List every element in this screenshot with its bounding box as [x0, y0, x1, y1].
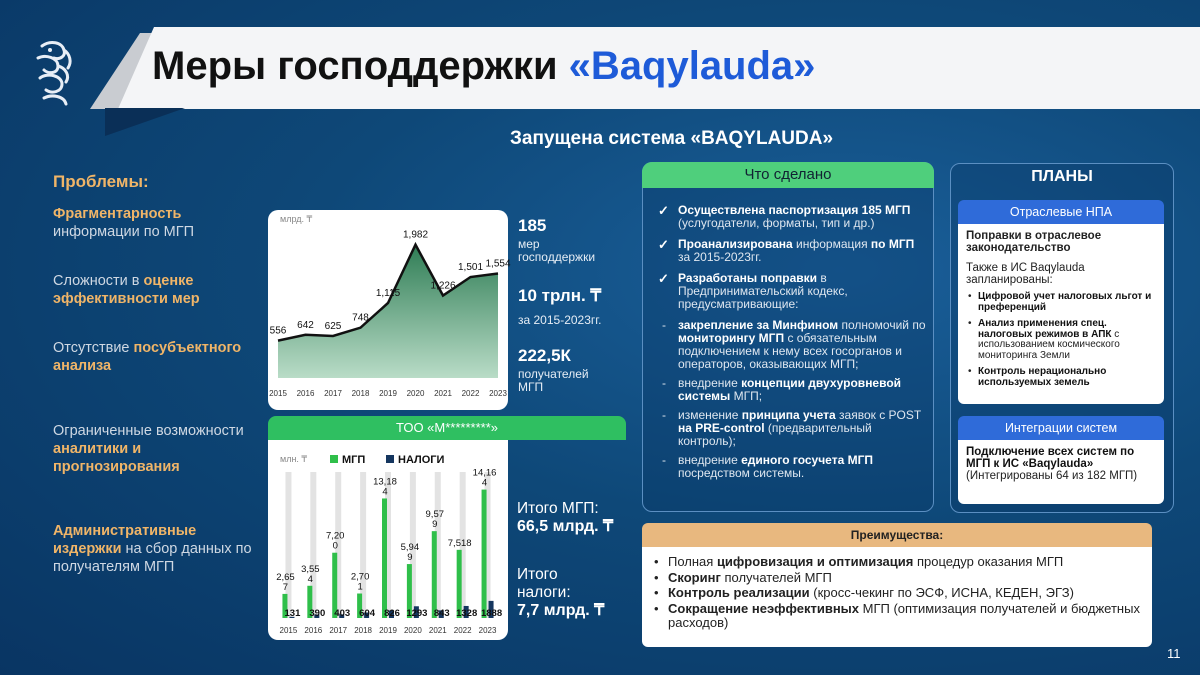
check-icon: ✓ — [658, 203, 669, 218]
integration-bold: Подключение всех систем по МГП к ИС «Baqylauda» — [966, 446, 1135, 470]
done-item — [658, 272, 926, 311]
npa-items — [966, 292, 1156, 388]
advantage-text: получателей МГП — [720, 569, 832, 585]
chart2-x-tick: 2015 — [279, 626, 298, 635]
dash-icon: - — [662, 318, 666, 332]
problem-item — [53, 272, 253, 308]
chart1-unit-label: млрд. ₸ — [280, 214, 313, 224]
company-bar-chart — [268, 440, 508, 640]
problem-text: на сбор данных по получателям МГП — [53, 541, 252, 575]
advantage-item — [652, 586, 1142, 601]
done-sub-bold: принципа учета — [741, 408, 836, 422]
problem-item — [53, 339, 253, 375]
stat-caption: за 2015-2023гг. — [518, 313, 602, 327]
done-sub-bold: концепции двухуровневой системы — [678, 376, 902, 403]
check-icon: ✓ — [658, 271, 669, 286]
dash-icon: - — [662, 408, 666, 422]
mgp-data-label: 2,70 1 — [350, 571, 370, 593]
bullet-icon: • — [968, 318, 972, 329]
advantages-header: Преимущества: — [642, 523, 1152, 547]
total-mgp-label: Итого МГП: — [517, 500, 599, 517]
bullet-icon: • — [654, 569, 659, 585]
legend-label: НАЛОГИ — [398, 454, 445, 466]
done-sub-text: изменение — [678, 408, 742, 422]
advantage-text: процедур оказания МГП — [913, 554, 1064, 569]
mgp-bar — [482, 490, 487, 618]
npa-header: Отраслевые НПА — [958, 200, 1164, 224]
problems-heading: Проблемы: — [53, 172, 149, 191]
problem-text: Отсутствие — [53, 340, 134, 356]
tax-data-label: 1888 — [480, 608, 503, 619]
npa-bold: Поправки в отраслевое законодательство — [966, 230, 1102, 254]
page-title: Меры господдержки «Baqylauda» — [152, 44, 816, 88]
chart1-data-label: 625 — [324, 320, 342, 332]
problem-bold: оценке эффективности мер — [53, 273, 200, 307]
npa-item — [966, 292, 1156, 313]
chart2-x-tick: 2021 — [428, 626, 447, 635]
problem-item — [53, 522, 253, 576]
problem-text: информации по МГП — [53, 224, 195, 240]
tax-data-label: 1293 — [406, 608, 428, 619]
tax-data-label: 131 — [284, 608, 301, 619]
chart1-data-label: 1,115 — [375, 287, 401, 299]
mgp-bar — [432, 531, 437, 618]
problem-item — [53, 422, 253, 476]
chart1-x-tick: 2023 — [489, 389, 507, 398]
total-tax — [517, 566, 604, 620]
chart1-x-tick: 2015 — [269, 389, 287, 398]
done-sub-bold: закрепление за Минфином — [678, 318, 839, 332]
company-header: ТОО «М*********» — [268, 416, 626, 440]
npa-item-bold: Контроль нерационально используемых земель — [978, 366, 1107, 388]
advantage-bold: Сокращение неэффективных — [668, 600, 860, 616]
bar-chart-svg — [268, 440, 508, 640]
advantage-item — [652, 602, 1142, 631]
chart1-data-label: 556 — [269, 325, 287, 337]
mgp-data-label: 14,16 4 — [472, 467, 497, 489]
done-text: (услугодатели, форматы, тип и др.) — [678, 216, 875, 230]
chart1-data-label: 1,226 — [430, 280, 456, 292]
tax-data-label: 604 — [359, 608, 376, 619]
advantage-bold: Контроль реализации — [668, 585, 810, 600]
done-sub-text: внедрение — [678, 376, 742, 390]
bullet-icon: • — [968, 366, 972, 377]
stat-caption: получателей МГП — [518, 367, 589, 394]
integration-header: Интеграции систем — [958, 416, 1164, 440]
done-text: информация — [792, 237, 871, 251]
advantage-item — [652, 555, 1142, 570]
done-sub-text: полномочий по — [838, 318, 926, 332]
support-volume-chart — [268, 210, 511, 410]
done-sub-text: посредством системы. — [678, 466, 805, 480]
advantage-item — [652, 571, 1142, 586]
advantage-bold: цифровизация и оптимизация — [716, 554, 914, 569]
integration-card — [958, 440, 1164, 504]
integration-text: (Интегрированы 64 из 182 МГП) — [966, 470, 1138, 482]
stat-item — [518, 346, 589, 394]
bullet-icon: • — [968, 291, 972, 302]
npa-item — [966, 367, 1156, 388]
npa-item-bold: Цифровой учет налоговых льгот и преференций — [978, 291, 1152, 313]
mgp-data-label: 2,65 7 — [276, 571, 295, 593]
done-sub-text: МГП; — [730, 389, 763, 403]
tax-data-label: 403 — [334, 608, 351, 619]
problem-bold: посубъектного анализа — [53, 340, 242, 374]
done-header: Что сделано — [642, 162, 934, 188]
brand-name: «Baqylauda» — [568, 44, 816, 88]
done-sub-bold: единого госучета МГП — [741, 453, 874, 467]
chart2-x-tick: 2016 — [304, 626, 323, 635]
npa-card — [958, 224, 1164, 404]
npa-item-bold: Анализ применения спец. налоговых режимов в АПК — [978, 318, 1112, 340]
check-icon: ✓ — [658, 237, 669, 252]
stat-value: 10 трлн. ₸ — [518, 286, 602, 305]
tax-data-label: 843 — [433, 608, 450, 619]
subtitle: Запущена система «BAQYLAUDA» — [510, 128, 834, 149]
problem-item — [53, 205, 253, 241]
tax-data-label: 826 — [384, 608, 400, 619]
tax-data-label: 390 — [309, 608, 326, 619]
mgp-data-label: 7,518 — [447, 537, 472, 549]
mgp-data-label: 13,18 4 — [373, 476, 397, 498]
chart1-x-tick: 2018 — [351, 389, 370, 398]
chart1-data-label: 1,501 — [457, 262, 484, 274]
done-sub-text: с обязательным подключением к нему всех госорганов и операторов, оказывающих МГП; — [678, 331, 902, 371]
stat-item — [518, 286, 602, 327]
advantages-list — [642, 547, 1152, 647]
chart1-x-tick: 2021 — [434, 389, 452, 398]
done-sub-bold: на PRE-control — [678, 421, 765, 435]
done-list — [658, 204, 926, 486]
done-sub-text: внедрение — [678, 453, 742, 467]
advantage-text: (кросс-чекинг по ЭСФ, ИСНА, КЕДЕН, ЭГЗ) — [809, 585, 1074, 600]
stat-item — [518, 216, 595, 264]
bullet-icon: • — [654, 554, 659, 569]
legend-swatch — [330, 455, 338, 463]
chart2-x-tick: 2023 — [478, 626, 497, 635]
chart1-data-label: 1,554 — [485, 258, 511, 270]
done-sub-text: заявок с POST — [835, 408, 921, 422]
done-subitem — [658, 377, 926, 403]
chart2-x-tick: 2022 — [453, 626, 472, 635]
chart1-x-tick: 2016 — [296, 389, 315, 398]
done-item — [658, 238, 926, 264]
npa-text: Также в ИС Baqylauda запланированы: — [966, 262, 1085, 286]
chart1-x-tick: 2017 — [324, 389, 342, 398]
chart1-data-label: 642 — [297, 319, 314, 331]
done-subitem — [658, 409, 926, 448]
done-bold: Проанализирована — [678, 237, 793, 251]
done-subitem — [658, 454, 926, 480]
done-bold: Осуществлена паспортизация 185 МГП — [678, 203, 911, 217]
done-sub-text: (предварительный контроль); — [678, 421, 872, 448]
advantage-text: МГП (оптимизация получателей и бюджетных расходов) — [668, 600, 1140, 630]
done-text: в Предпринимательский кодекс, предусматривающие: — [678, 271, 848, 311]
problem-text: Сложности в — [53, 273, 144, 289]
legend-label: МГП — [342, 454, 366, 466]
done-bold: по МГП — [870, 237, 915, 251]
npa-item — [966, 319, 1156, 361]
chart1-data-label: 748 — [352, 312, 369, 324]
total-tax-label: Итого налоги: — [517, 566, 571, 601]
problem-text: Ограниченные возможности — [53, 423, 244, 439]
total-mgp — [517, 500, 613, 536]
npa-item-text: с использованием космического мониторинга Земли — [978, 328, 1120, 361]
advantage-text: Полная — [668, 554, 717, 569]
done-sub-bold: мониторингу МГП — [678, 331, 785, 345]
bullet-icon: • — [654, 600, 659, 616]
problem-bold: Административные издержки — [53, 523, 197, 557]
mgp-data-label: 5,94 9 — [400, 542, 420, 564]
page-number: 11 — [1167, 646, 1181, 661]
legend-swatch — [386, 455, 394, 463]
dash-icon: - — [662, 376, 666, 390]
done-text: за 2015-2023гг. — [678, 250, 762, 264]
chart1-x-tick: 2019 — [379, 389, 397, 398]
stat-value: 222,5К — [518, 346, 571, 365]
chart1-x-tick: 2020 — [406, 389, 425, 398]
chart2-unit-label: млн. ₸ — [280, 454, 308, 464]
chart2-x-tick: 2020 — [403, 626, 422, 635]
dash-icon: - — [662, 453, 666, 467]
chart2-x-tick: 2019 — [379, 626, 397, 635]
plans-heading: ПЛАНЫ — [1031, 168, 1093, 185]
chart1-data-label: 1,982 — [402, 229, 429, 241]
total-mgp-value: 66,5 млрд. ₸ — [517, 518, 614, 535]
area-chart-svg — [268, 210, 511, 410]
mgp-bar — [382, 498, 387, 618]
snow-leopard-logo-icon — [28, 38, 80, 112]
bullet-icon: • — [654, 585, 659, 600]
stat-value: 185 — [518, 216, 547, 235]
done-bold: Разработаны поправки — [678, 271, 818, 285]
tax-data-label: 1328 — [456, 608, 478, 619]
done-subitem — [658, 319, 926, 371]
total-tax-value: 7,7 млрд. ₸ — [517, 602, 605, 619]
advantage-bold: Скоринг — [668, 569, 721, 585]
mgp-data-label: 9,57 9 — [425, 509, 445, 531]
mgp-data-label: 7,20 0 — [325, 530, 345, 552]
chart2-x-tick: 2018 — [354, 626, 373, 635]
stat-caption: мер господдержки — [518, 237, 596, 264]
problem-bold: Фрагментарность — [53, 206, 182, 222]
problem-bold: аналитики и прогнозирования — [53, 441, 180, 475]
mgp-data-label: 3,55 4 — [301, 563, 320, 585]
chart1-x-tick: 2022 — [461, 389, 480, 398]
done-item — [658, 204, 926, 230]
chart2-x-tick: 2017 — [329, 626, 348, 635]
